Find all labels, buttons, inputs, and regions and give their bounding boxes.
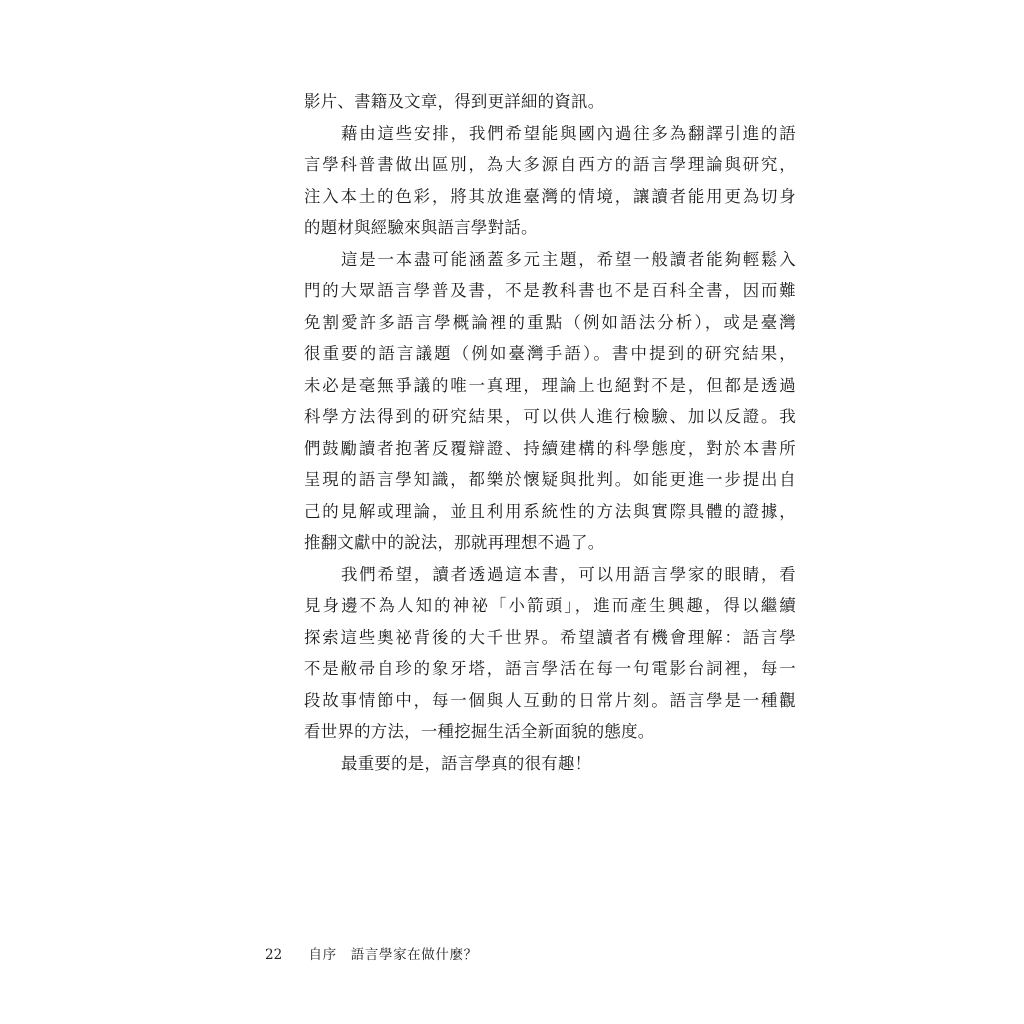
text-line: 未必是毫無爭議的唯一真理，理論上也絕對不是，但都是透過	[304, 375, 796, 395]
text-line: 門的大眾語言學普及書，不是教科書也不是百科全書，因而難	[304, 281, 796, 300]
text-line: 我們希望，讀者透過這本書，可以用語言學家的眼睛，看	[341, 564, 796, 584]
text-line: 看世界的方法，一種挖掘生活全新面貌的態度。	[304, 722, 655, 741]
text-line: 不是敝帚自珍的象牙塔，語言學活在每一句電影台詞裡，每一	[304, 659, 796, 678]
text-line: 呈現的語言學知識，都樂於懷疑與批判。如能更進一步提出自	[304, 470, 796, 489]
text-line: 藉由這些安排，我們希望能與國內過往多為翻譯引進的語	[341, 123, 796, 143]
paragraph	[304, 86, 796, 118]
text-line: 的題材與經驗來與語言學對話。	[304, 218, 538, 237]
paragraph	[304, 559, 796, 748]
text-line: 科學方法得到的研究結果，可以供人進行檢驗、加以反證。我	[304, 407, 796, 426]
paragraph	[304, 118, 796, 244]
text-line: 探索這些奧祕背後的大千世界。希望讀者有機會理解：語言學	[304, 627, 796, 647]
page-number: 22	[265, 947, 283, 963]
text-line: 們鼓勵讀者抱著反覆辯證、持續建構的科學態度，對於本書所	[304, 438, 796, 458]
text-line: 這是一本盡可能涵蓋多元主題，希望一般讀者能夠輕鬆入	[341, 249, 796, 269]
text-line: 見身邊不為人知的神祕「小箭頭」，進而產生興趣，得以繼續	[304, 596, 796, 615]
text-line: 很重要的語言議題（例如臺灣手語）。書中提到的研究結果，	[304, 344, 796, 363]
page-footer	[265, 944, 478, 966]
text-line: 段故事情節中，每一個與人互動的日常片刻。語言學是一種觀	[304, 690, 796, 710]
body-text	[304, 86, 796, 779]
text-line: 影片、書籍及文章，得到更詳細的資訊。	[304, 92, 605, 111]
text-line: 己的見解或理論，並且利用系統性的方法與實際具體的證據，	[304, 501, 796, 521]
text-line: 言學科普書做出區別，為大多源自西方的語言學理論與研究，	[304, 155, 796, 174]
text-line: 注入本土的色彩，將其放進臺灣的情境，讓讀者能用更為切身	[304, 186, 796, 206]
text-line: 推翻文獻中的說法，那就再理想不過了。	[304, 533, 605, 552]
text-line: 免割愛許多語言學概論裡的重點（例如語法分析），或是臺灣	[304, 312, 796, 332]
paragraph	[304, 748, 796, 780]
paragraph	[304, 244, 796, 559]
running-head: 自序 語言學家在做什麼？	[308, 947, 478, 963]
text-line: 最重要的是，語言學真的很有趣！	[341, 753, 592, 773]
